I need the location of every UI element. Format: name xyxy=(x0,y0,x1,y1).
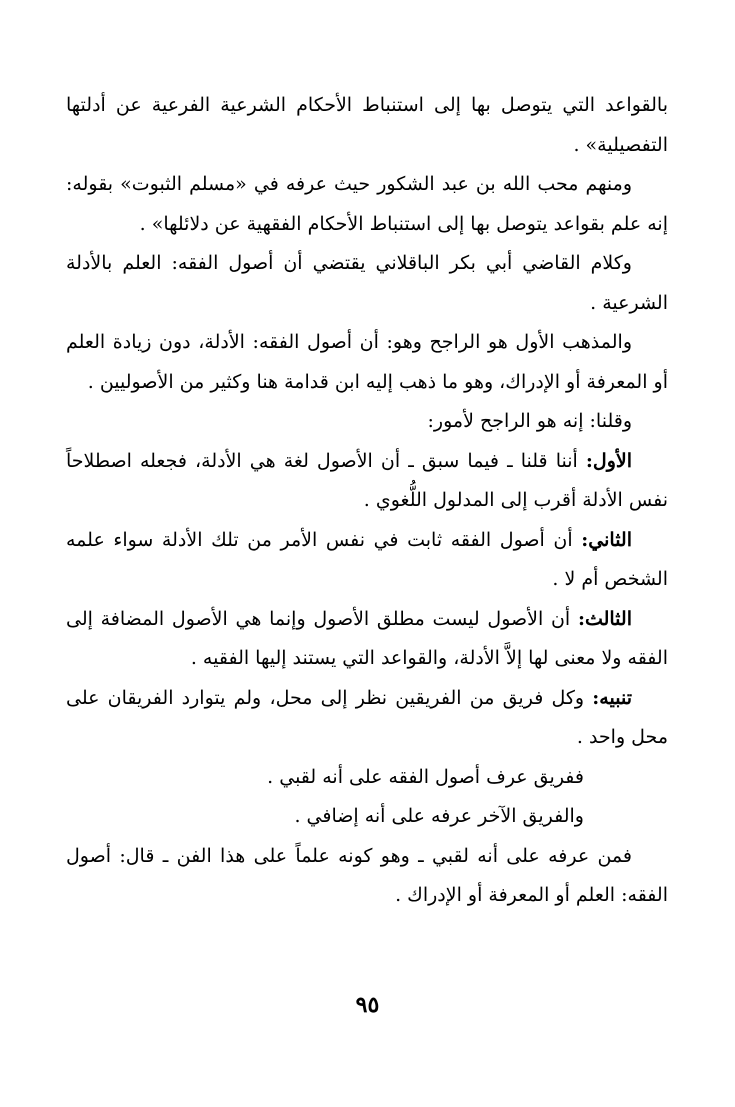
paragraph-text: بالقواعد التي يتوصل بها إلى استنباط الأحكام الشرعية الفرعية عن أدلتها التفصيلية» . xyxy=(66,94,668,156)
paragraph-text: ومنهم محب الله بن عبد الشكور حيث عرفه في «مسلم الثبوت» بقوله: إنه علم بقواعد يتوصل بها إلى استنباط الأحكام الفقهية عن دلائلها» . xyxy=(66,173,668,235)
paragraph-text: وقلنا: إنه هو الراجح لأمور: xyxy=(427,410,632,432)
paragraph-1 xyxy=(66,86,668,165)
paragraph-text: أن الأصول ليست مطلق الأصول وإنما هي الأصول المضافة إلى الفقه ولا معنى لها إلاَّ الأدلة، والقواعد التي يستند إليها الفقيه . xyxy=(66,607,668,669)
paragraph-text: ففريق عرف أصول الفقه على أنه لقبي . xyxy=(267,765,584,788)
paragraph-text: وكلام القاضي أبي بكر الباقلاني يقتضي أن أصول الفقه: العلم بالأدلة الشرعية . xyxy=(66,252,668,314)
paragraph-text: والمذهب الأول هو الراجح وهو: أن أصول الفقه: الأدلة، دون زيادة العلم أو المعرفة أو الإدراك، وهو ما ذهب إليه ابن قدامة هنا وكثير من الأصوليين . xyxy=(66,331,668,393)
paragraph-text: أن أصول الفقه ثابت في نفس الأمر من تلك الأدلة سواء علمه الشخص أم لا . xyxy=(66,528,668,590)
paragraph-lead: الثالث: xyxy=(577,607,632,630)
paragraph-3 xyxy=(66,244,668,323)
paragraph-4 xyxy=(66,323,668,402)
paragraph-text: والفريق الآخر عرفه على أنه إضافي . xyxy=(294,805,584,827)
paragraph-text: أننا قلنا ـ فيما سبق ـ أن الأصول لغة هي الأدلة، فجعله اصطلاحاً نفس الأدلة أقرب إلى المدلول اللُّغوي . xyxy=(66,449,668,511)
paragraph-5 xyxy=(66,402,668,442)
paragraph-text: فمن عرفه على أنه لقبي ـ وهو كونه علماً على هذا الفن ـ قال: أصول الفقه: العلم أو المعرفة أو الإدراك . xyxy=(66,844,668,906)
page-body xyxy=(66,86,668,916)
paragraph-11 xyxy=(66,797,668,837)
paragraph-12 xyxy=(66,837,668,916)
paragraph-7 xyxy=(66,521,668,600)
paragraph-6 xyxy=(66,442,668,521)
page-number: ٩٥ xyxy=(355,992,380,1018)
paragraph-8 xyxy=(66,600,668,679)
paragraph-lead: الثاني: xyxy=(581,528,632,551)
paragraph-text: وكل فريق من الفريقين نظر إلى محل، ولم يتوارد الفريقان على محل واحد . xyxy=(66,686,668,748)
paragraph-lead: الأول: xyxy=(585,449,632,472)
paragraph-lead: تنبيه: xyxy=(592,686,632,709)
paragraph-2 xyxy=(66,165,668,244)
paragraph-10 xyxy=(66,758,668,798)
paragraph-9 xyxy=(66,679,668,758)
